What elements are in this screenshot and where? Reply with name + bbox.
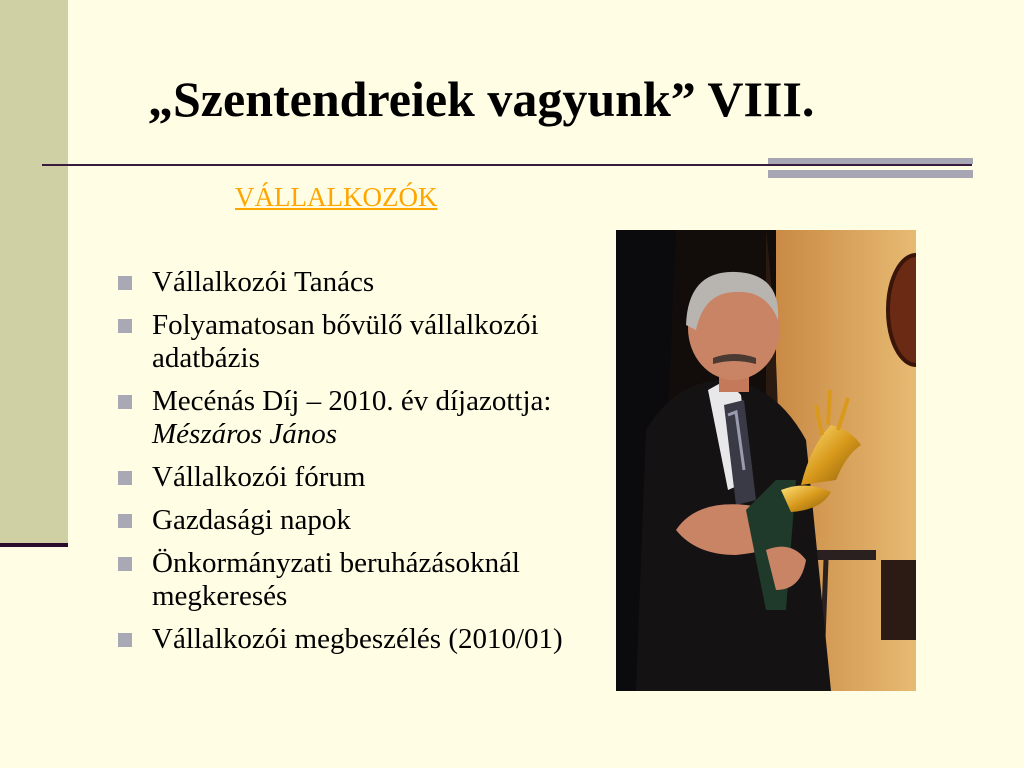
- left-accent-line: [0, 543, 68, 547]
- section-subtitle: VÁLLALKOZÓK: [235, 182, 438, 212]
- awardee-name: Mészáros János: [152, 418, 338, 450]
- bullet-text: Mecénás Díj – 2010. év díjazottja:: [152, 385, 552, 417]
- bullet-square-icon: [118, 633, 132, 647]
- bullet-text: Önkormányzati beruházásoknál megkeresés: [152, 547, 520, 612]
- bullet-item: [115, 385, 595, 451]
- bullet-square-icon: [118, 276, 132, 290]
- bullet-square-icon: [118, 557, 132, 571]
- bullet-item: [115, 461, 595, 494]
- divider-accent-bottom: [768, 170, 973, 178]
- bullet-text: Folyamatosan bővülő vállalkozói adatbázis: [152, 309, 539, 374]
- bullet-text: Gazdasági napok: [152, 504, 351, 536]
- award-photo: [616, 230, 916, 691]
- bullet-item: [115, 623, 595, 656]
- bullet-square-icon: [118, 471, 132, 485]
- divider-accent-top: [768, 158, 973, 164]
- bullet-square-icon: [118, 319, 132, 333]
- bullet-text: Vállalkozói fórum: [152, 461, 366, 493]
- bullet-item: [115, 309, 595, 375]
- bullet-text: Vállalkozói megbeszélés (2010/01): [152, 623, 563, 655]
- bullet-square-icon: [118, 395, 132, 409]
- bullet-item: [115, 504, 595, 537]
- left-accent-bar: [0, 0, 68, 545]
- bullet-item: [115, 547, 595, 613]
- bullet-text: Vállalkozói Tanács: [152, 266, 375, 298]
- slide-title: „Szentendreiek vagyunk” VIII.: [148, 71, 815, 127]
- bullet-square-icon: [118, 514, 132, 528]
- bullet-list: [115, 266, 595, 666]
- title-divider: [42, 164, 972, 166]
- bullet-item: [115, 266, 595, 299]
